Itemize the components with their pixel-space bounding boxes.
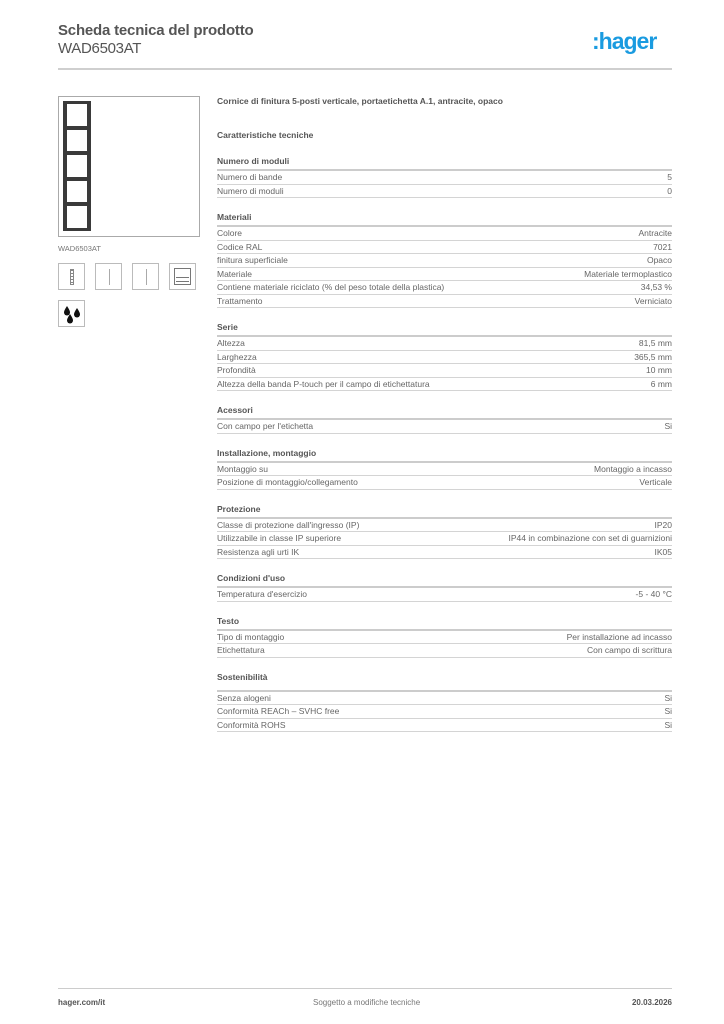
spec-row bbox=[217, 378, 672, 392]
spec-value: Antracite bbox=[638, 228, 672, 238]
spec-row bbox=[217, 719, 672, 733]
spec-row bbox=[217, 644, 672, 658]
spec-label: Altezza della banda P-touch per il campo di etichettatura bbox=[217, 378, 430, 389]
spec-row bbox=[217, 171, 672, 185]
section-title: Numero di moduli bbox=[217, 156, 672, 171]
footer-website: hager.com/it bbox=[58, 998, 106, 1007]
spec-row bbox=[217, 185, 672, 199]
section-protezione bbox=[217, 504, 672, 560]
spec-value: 10 mm bbox=[646, 365, 672, 375]
section-title: Protezione bbox=[217, 504, 672, 519]
frame-slot bbox=[67, 206, 87, 228]
water-drops-icon bbox=[58, 300, 85, 327]
section-serie bbox=[217, 322, 672, 391]
spec-row bbox=[217, 705, 672, 719]
spec-value: Si bbox=[664, 706, 672, 716]
section-title: Condizioni d'uso bbox=[217, 573, 672, 588]
feature-icons bbox=[58, 263, 196, 290]
spec-label: Resistenza agli urti IK bbox=[217, 546, 300, 557]
image-caption: WAD6503AT bbox=[58, 244, 101, 253]
spec-row bbox=[217, 241, 672, 255]
spec-row bbox=[217, 281, 672, 295]
spec-value: Per installazione ad incasso bbox=[566, 631, 672, 642]
spec-row bbox=[217, 295, 672, 309]
spec-row bbox=[217, 519, 672, 533]
spec-label: Tipo di montaggio bbox=[217, 631, 285, 642]
line-icon bbox=[95, 263, 122, 290]
document-title: Scheda tecnica del prodotto bbox=[58, 22, 254, 39]
spec-value: 7021 bbox=[653, 241, 672, 252]
tech-heading: Caratteristiche tecniche bbox=[217, 130, 314, 140]
spec-value: Materiale termoplastico bbox=[584, 268, 672, 279]
section-title: Installazione, montaggio bbox=[217, 448, 672, 463]
spec-label: Contiene materiale riciclato (% del peso totale della plastica) bbox=[217, 282, 445, 292]
spec-row bbox=[217, 268, 672, 282]
screen-icon bbox=[169, 263, 196, 290]
spec-label: Trattamento bbox=[217, 295, 263, 306]
spec-value: Montaggio a incasso bbox=[594, 463, 672, 474]
spec-value: 34,53 % bbox=[640, 282, 672, 292]
section-title: Testo bbox=[217, 616, 672, 631]
spec-value: 6 mm bbox=[650, 378, 672, 389]
spec-value: -5 - 40 °C bbox=[635, 589, 672, 599]
frame-slot bbox=[67, 130, 87, 152]
spec-label: Temperatura d'esercizio bbox=[217, 589, 307, 599]
spec-row bbox=[217, 364, 672, 378]
spec-label: Materiale bbox=[217, 268, 252, 279]
spec-label: Numero di bande bbox=[217, 172, 283, 182]
spec-value: Si bbox=[664, 692, 672, 703]
spec-label: Posizione di montaggio/collegamento bbox=[217, 477, 358, 487]
section-numero-moduli bbox=[217, 156, 672, 198]
footer-disclaimer: Soggetto a modifiche tecniche bbox=[313, 998, 421, 1007]
hager-logo: :hager bbox=[592, 28, 657, 54]
spec-label: Larghezza bbox=[217, 351, 257, 362]
spec-label: Etichettatura bbox=[217, 645, 265, 655]
spec-label: Numero di moduli bbox=[217, 185, 284, 196]
spec-row bbox=[217, 631, 672, 645]
spec-value: 365,5 mm bbox=[634, 351, 672, 362]
section-title: Serie bbox=[217, 322, 672, 337]
spec-row bbox=[217, 420, 672, 434]
spec-value: 0 bbox=[667, 185, 672, 196]
spec-row bbox=[217, 588, 672, 602]
spec-value: Verticale bbox=[639, 477, 672, 487]
spec-label: Conformità REACh – SVHC free bbox=[217, 706, 340, 716]
product-code: WAD6503AT bbox=[58, 40, 142, 57]
spec-row bbox=[217, 692, 672, 706]
spec-value: Si bbox=[664, 719, 672, 730]
section-title: Acessori bbox=[217, 405, 672, 420]
section-acessori bbox=[217, 405, 672, 434]
spec-value: IK05 bbox=[654, 546, 672, 557]
spec-value: 81,5 mm bbox=[638, 338, 672, 348]
spec-row bbox=[217, 254, 672, 268]
spec-row bbox=[217, 227, 672, 241]
spec-value: Verniciato bbox=[634, 295, 672, 306]
header-divider bbox=[58, 68, 672, 70]
feature-icons-row2 bbox=[58, 300, 85, 327]
spec-row bbox=[217, 546, 672, 560]
spec-value: Si bbox=[664, 421, 672, 431]
spec-label: Colore bbox=[217, 228, 243, 238]
frame-slot bbox=[67, 155, 87, 177]
spec-label: Con campo per l'etichetta bbox=[217, 421, 314, 431]
line-icon bbox=[132, 263, 159, 290]
spec-row bbox=[217, 337, 672, 351]
frame-slot bbox=[67, 181, 87, 203]
spec-label: Classe di protezione dall'ingresso (IP) bbox=[217, 519, 360, 530]
spec-content bbox=[217, 96, 672, 732]
section-sostenibilita bbox=[217, 672, 672, 733]
spec-value: Con campo di scrittura bbox=[586, 645, 672, 655]
label-strip-icon bbox=[58, 263, 85, 290]
section-condizioni-uso bbox=[217, 573, 672, 602]
spec-label: Profondità bbox=[217, 365, 256, 375]
spec-label: Conformità ROHS bbox=[217, 719, 286, 730]
spec-label: Montaggio su bbox=[217, 463, 269, 474]
spec-row bbox=[217, 463, 672, 477]
spec-label: Altezza bbox=[217, 338, 245, 348]
spec-label: finitura superficiale bbox=[217, 255, 288, 265]
spec-row bbox=[217, 476, 672, 490]
frame-slot bbox=[67, 104, 87, 126]
spec-value: IP20 bbox=[654, 519, 672, 530]
section-testo bbox=[217, 616, 672, 658]
footer-divider bbox=[58, 988, 672, 989]
spec-row bbox=[217, 532, 672, 546]
spec-label: Utilizzabile in classe IP superiore bbox=[217, 533, 342, 543]
product-image bbox=[58, 96, 200, 237]
section-materiali bbox=[217, 212, 672, 308]
section-title: Sostenibilità bbox=[217, 672, 672, 692]
spec-label: Codice RAL bbox=[217, 241, 263, 252]
spec-value: Opaco bbox=[646, 255, 672, 265]
section-title: Materiali bbox=[217, 212, 672, 227]
spec-label: Senza alogeni bbox=[217, 692, 271, 703]
footer-date: 20.03.2026 bbox=[631, 998, 672, 1007]
frame-illustration bbox=[63, 101, 91, 231]
spec-row bbox=[217, 351, 672, 365]
spec-value: 5 bbox=[667, 172, 672, 182]
product-description: Cornice di finitura 5-posti verticale, portaetichetta A.1, antracite, opaco bbox=[217, 96, 503, 106]
spec-value: IP44 in combinazione con set di guarnizioni bbox=[508, 533, 672, 543]
section-installazione bbox=[217, 448, 672, 490]
